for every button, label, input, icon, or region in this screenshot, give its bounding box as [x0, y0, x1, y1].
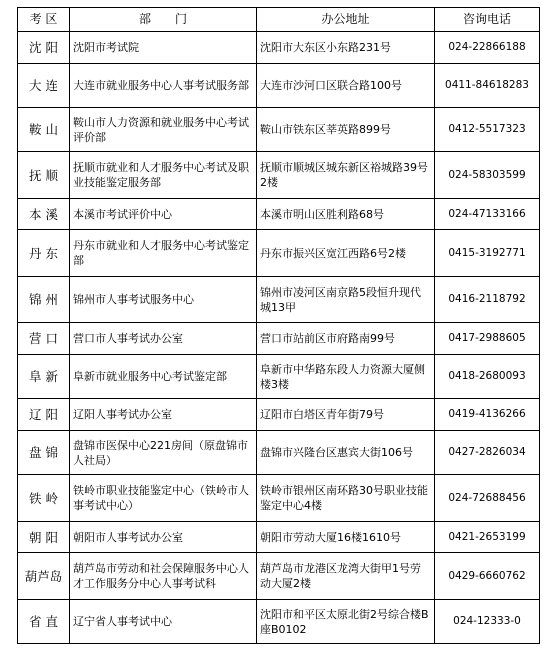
table-row — [18, 431, 540, 475]
table-row — [18, 522, 540, 553]
cell-phone: 0429-6660762 — [435, 553, 540, 600]
cell-addr: 阜新市中华路东段人力资源大厦侧楼3楼 — [257, 355, 435, 399]
table-row — [18, 355, 540, 399]
cell-addr: 沈阳市大东区小东路231号 — [257, 32, 435, 64]
cell-phone: 0415-3192771 — [435, 230, 540, 277]
cell-addr: 辽阳市白塔区青年街79号 — [257, 399, 435, 431]
cell-phone: 0412-5517323 — [435, 108, 540, 152]
cell-region: 辽 阳 — [18, 399, 70, 431]
cell-addr: 抚顺市顺城区城东新区裕城路39号2楼 — [257, 152, 435, 199]
cell-addr: 鞍山市铁东区莘英路899号 — [257, 108, 435, 152]
cell-region: 大 连 — [18, 64, 70, 108]
table-row — [18, 230, 540, 277]
cell-addr: 大连市沙河口区联合路100号 — [257, 64, 435, 108]
cell-region: 本 溪 — [18, 199, 70, 230]
cell-addr: 锦州市凌河区南京路5段恒升现代城13甲 — [257, 277, 435, 323]
cell-dept: 盘锦市医保中心221房间（原盘锦市人社局） — [70, 431, 257, 475]
cell-phone: 0411-84618283 — [435, 64, 540, 108]
cell-region: 铁 岭 — [18, 475, 70, 522]
cell-addr: 本溪市明山区胜利路68号 — [257, 199, 435, 230]
header-addr: 办公地址 — [257, 8, 435, 32]
header-region: 考 区 — [18, 8, 70, 32]
cell-dept: 鞍山市人力资源和就业服务中心考试评价部 — [70, 108, 257, 152]
cell-region: 丹 东 — [18, 230, 70, 277]
cell-region: 营 口 — [18, 323, 70, 355]
cell-phone: 0421-2653199 — [435, 522, 540, 553]
cell-phone: 0427-2826034 — [435, 431, 540, 475]
cell-region: 鞍 山 — [18, 108, 70, 152]
header-phone: 咨询电话 — [435, 8, 540, 32]
cell-dept: 锦州市人事考试服务中心 — [70, 277, 257, 323]
table-row — [18, 152, 540, 199]
cell-addr: 葫芦岛市龙港区龙湾大街甲1号劳动大厦2楼 — [257, 553, 435, 600]
cell-phone: 024-47133166 — [435, 199, 540, 230]
cell-phone: 024-58303599 — [435, 152, 540, 199]
table-row — [18, 199, 540, 230]
cell-phone: 0416-2118792 — [435, 277, 540, 323]
cell-phone: 0419-4136266 — [435, 399, 540, 431]
cell-dept: 本溪市考试评价中心 — [70, 199, 257, 230]
cell-phone: 024-22866188 — [435, 32, 540, 64]
cell-phone: 024-72688456 — [435, 475, 540, 522]
cell-dept: 抚顺市就业和人才服务中心考试及职业技能鉴定服务部 — [70, 152, 257, 199]
cell-addr: 营口市站前区市府路南99号 — [257, 323, 435, 355]
table-row — [18, 600, 540, 644]
cell-dept: 沈阳市考试院 — [70, 32, 257, 64]
cell-dept: 大连市就业服务中心人事考试服务部 — [70, 64, 257, 108]
cell-phone: 024-12333-0 — [435, 600, 540, 644]
cell-region: 阜 新 — [18, 355, 70, 399]
cell-region: 朝 阳 — [18, 522, 70, 553]
table-row — [18, 475, 540, 522]
table-row — [18, 323, 540, 355]
cell-dept: 丹东市就业和人才服务中心考试鉴定部 — [70, 230, 257, 277]
cell-region: 锦 州 — [18, 277, 70, 323]
table-row — [18, 32, 540, 64]
cell-addr: 盘锦市兴隆台区惠宾大街106号 — [257, 431, 435, 475]
cell-region: 盘 锦 — [18, 431, 70, 475]
exam-office-table — [17, 7, 540, 644]
cell-phone: 0417-2988605 — [435, 323, 540, 355]
cell-dept: 阜新市就业服务中心考试鉴定部 — [70, 355, 257, 399]
cell-dept: 铁岭市职业技能鉴定中心（铁岭市人事考试中心） — [70, 475, 257, 522]
table-row — [18, 399, 540, 431]
cell-region: 葫芦岛 — [18, 553, 70, 600]
cell-dept: 辽宁省人事考试中心 — [70, 600, 257, 644]
cell-dept: 营口市人事考试办公室 — [70, 323, 257, 355]
table-row — [18, 277, 540, 323]
header-dept: 部 门 — [70, 8, 257, 32]
cell-addr: 铁岭市银州区南环路30号职业技能鉴定中心4楼 — [257, 475, 435, 522]
cell-dept: 朝阳市人事考试办公室 — [70, 522, 257, 553]
cell-region: 抚 顺 — [18, 152, 70, 199]
table-row — [18, 64, 540, 108]
cell-addr: 朝阳市劳动大厦16楼1610号 — [257, 522, 435, 553]
cell-dept: 葫芦岛市劳动和社会保障服务中心人才工作服务分中心人事考试科 — [70, 553, 257, 600]
cell-dept: 辽阳人事考试办公室 — [70, 399, 257, 431]
cell-addr: 沈阳市和平区太原北街2号综合楼B座B0102 — [257, 600, 435, 644]
table-row — [18, 108, 540, 152]
table-row — [18, 553, 540, 600]
cell-region: 沈 阳 — [18, 32, 70, 64]
cell-addr: 丹东市振兴区宽江西路6号2楼 — [257, 230, 435, 277]
header-row — [18, 8, 540, 32]
cell-region: 省 直 — [18, 600, 70, 644]
cell-phone: 0418-2680093 — [435, 355, 540, 399]
